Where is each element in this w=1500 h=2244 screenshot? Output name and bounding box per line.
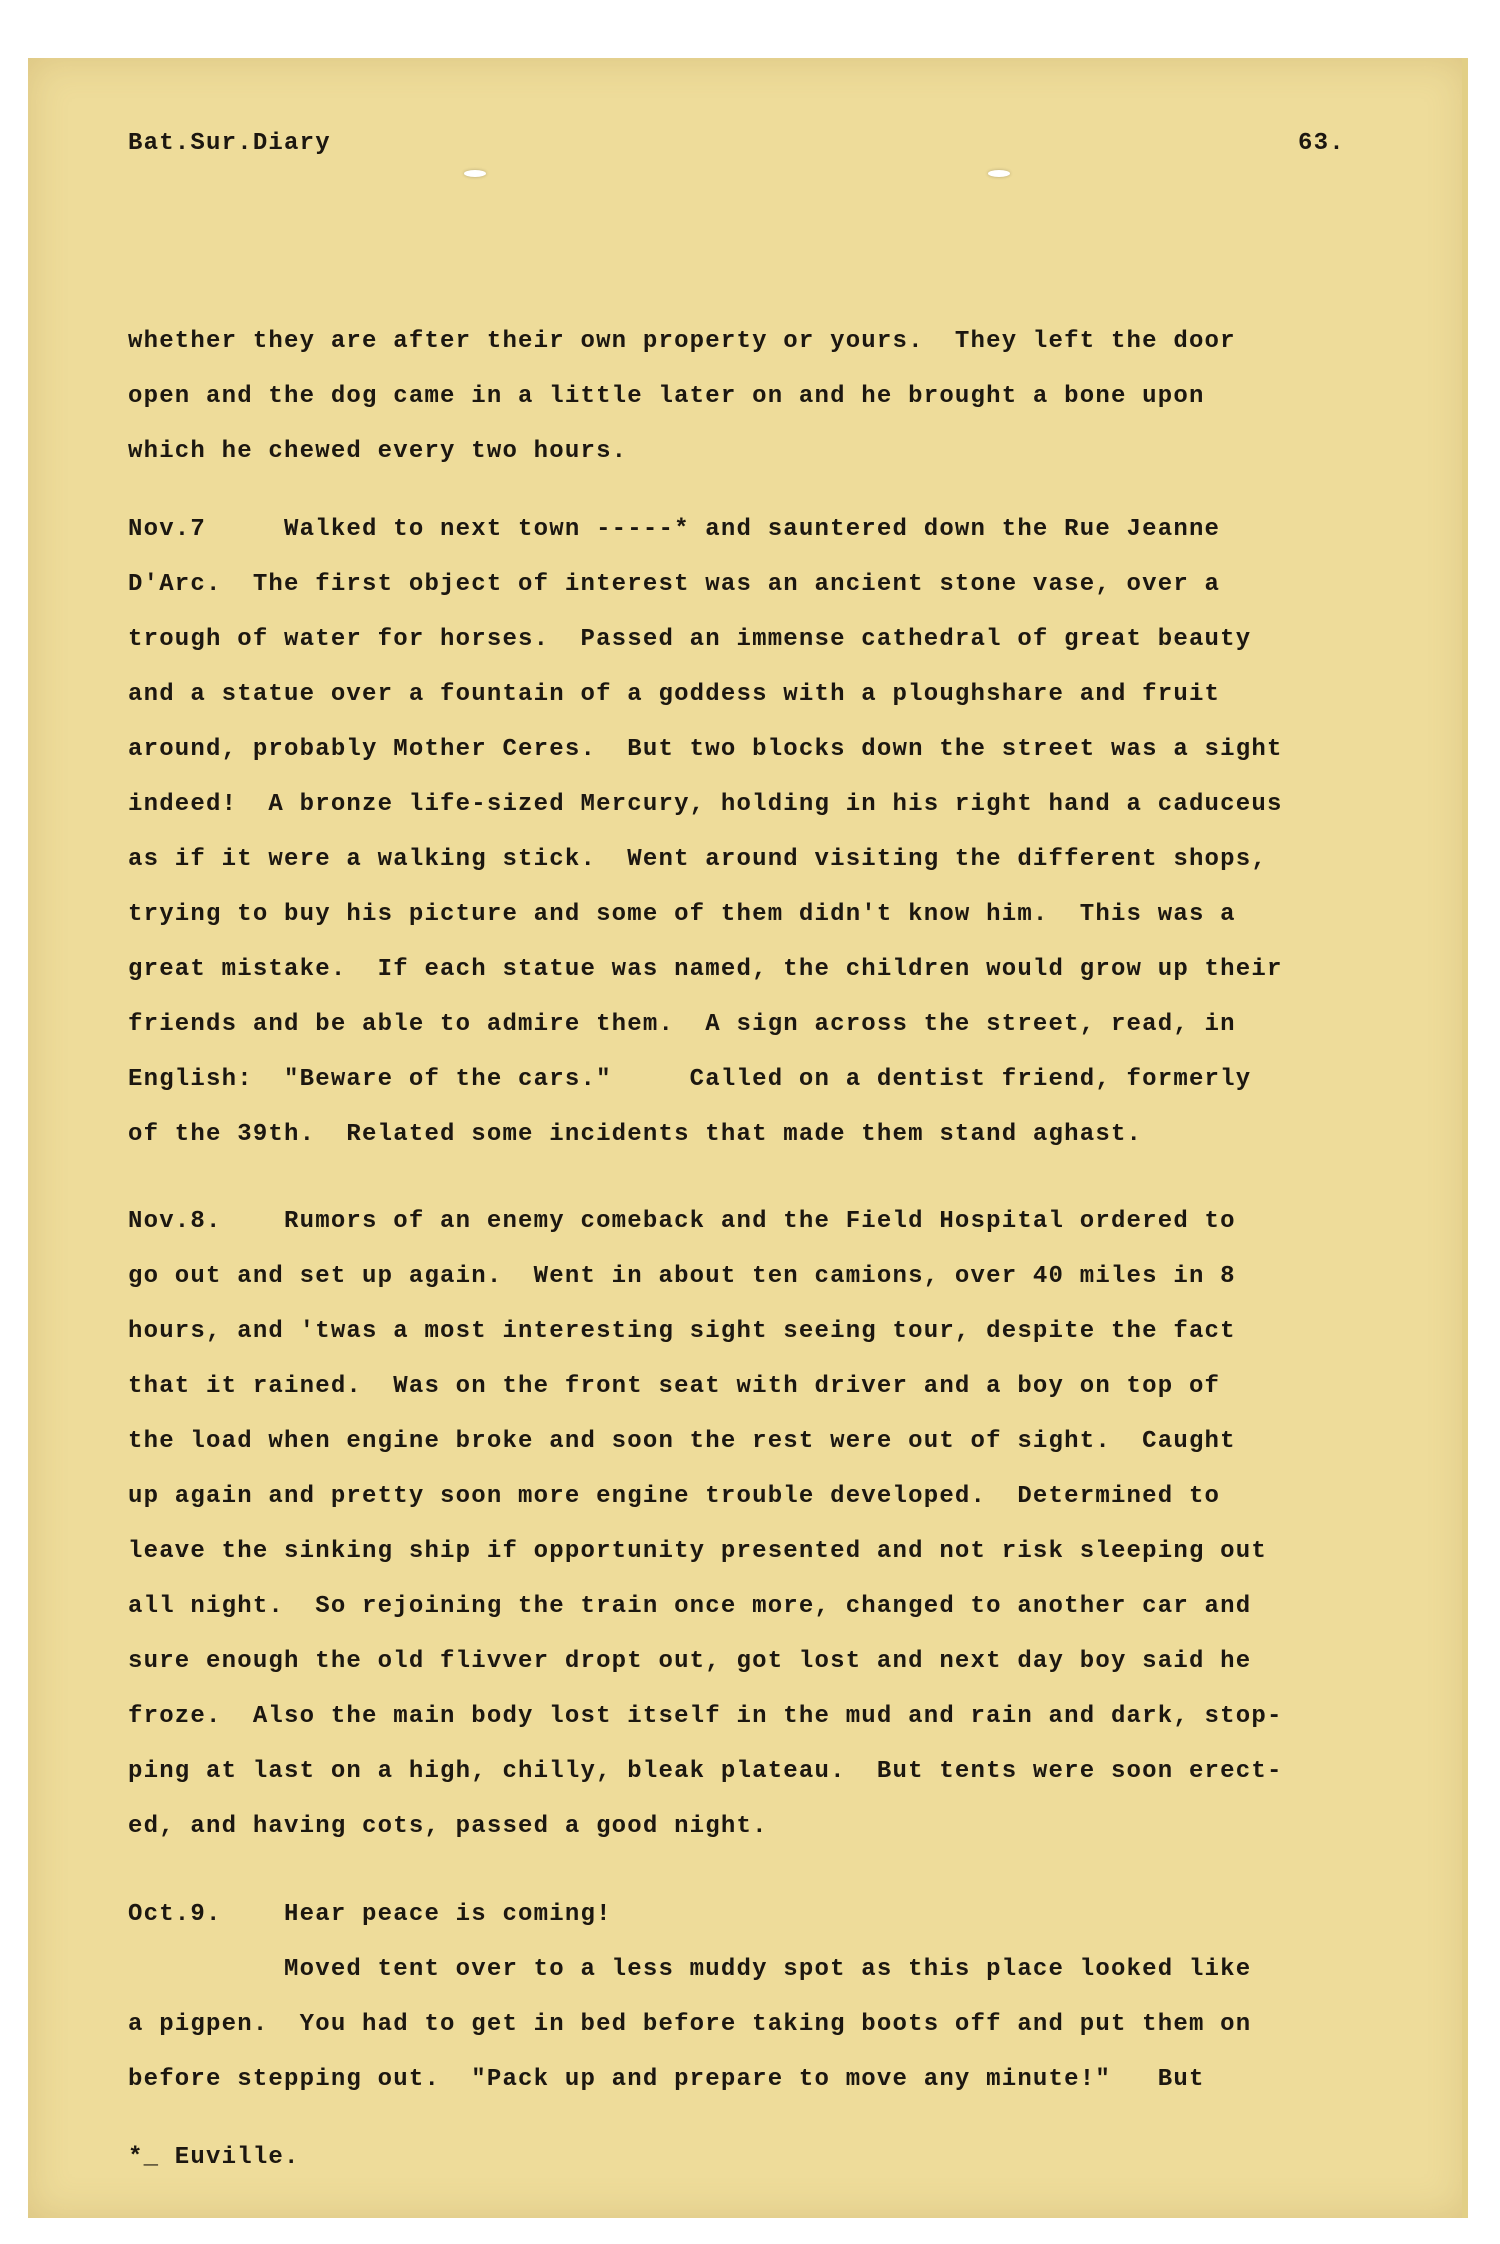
- text-line: indeed! A bronze life-sized Mercury, holding in his right hand a caduceus: [128, 791, 1283, 818]
- text-line: froze. Also the main body lost itself in the mud and rain and dark, stop-: [128, 1703, 1283, 1730]
- text-line: great mistake. If each statue was named, the children would grow up their: [128, 956, 1283, 983]
- text-line: trough of water for horses. Passed an immense cathedral of great beauty: [128, 626, 1252, 653]
- text-line: sure enough the old flivver dropt out, got lost and next day boy said he: [128, 1648, 1252, 1675]
- text-line: trying to buy his picture and some of them didn't know him. This was a: [128, 901, 1236, 928]
- text-line: the load when engine broke and soon the rest were out of sight. Caught: [128, 1428, 1236, 1455]
- footnote: *_ Euville.: [128, 2144, 300, 2171]
- text-line: hours, and 'twas a most interesting sight seeing tour, despite the fact: [128, 1318, 1236, 1345]
- page-header-title: Bat.Sur.Diary: [128, 130, 331, 157]
- text-line: as if it were a walking stick. Went around visiting the different shops,: [128, 846, 1267, 873]
- text-line: before stepping out. "Pack up and prepare to move any minute!" But: [128, 2066, 1205, 2093]
- text-line: around, probably Mother Ceres. But two blocks down the street was a sight: [128, 736, 1283, 763]
- text-line: and a statue over a fountain of a goddess with a ploughshare and fruit: [128, 681, 1221, 708]
- text-line: Moved tent over to a less muddy spot as this place looked like: [128, 1956, 1252, 1983]
- text-line: a pigpen. You had to get in bed before taking boots off and put them on: [128, 2011, 1252, 2038]
- text-line: D'Arc. The first object of interest was an ancient stone vase, over a: [128, 571, 1221, 598]
- diary-entry-nov-8: [128, 1194, 1283, 1854]
- text-line: Nov.7 Walked to next town -----* and sauntered down the Rue Jeanne: [128, 516, 1221, 543]
- text-line: English: "Beware of the cars." Called on a dentist friend, formerly: [128, 1066, 1252, 1093]
- page-number: 63.: [1298, 130, 1345, 157]
- text-line: up again and pretty soon more engine trouble developed. Determined to: [128, 1483, 1221, 1510]
- text-line: Oct.9. Hear peace is coming!: [128, 1901, 612, 1928]
- text-line: open and the dog came in a little later on and he brought a bone upon: [128, 383, 1205, 410]
- text-line: friends and be able to admire them. A sign across the street, read, in: [128, 1011, 1236, 1038]
- paragraph-continuation: [128, 314, 1236, 479]
- text-line: leave the sinking ship if opportunity presented and not risk sleeping out: [128, 1538, 1267, 1565]
- text-line: ping at last on a high, chilly, bleak plateau. But tents were soon erect-: [128, 1758, 1283, 1785]
- diary-entry-oct-9: [128, 1887, 1251, 2107]
- text-line: go out and set up again. Went in about ten camions, over 40 miles in 8: [128, 1263, 1236, 1290]
- text-line: Nov.8. Rumors of an enemy comeback and the Field Hospital ordered to: [128, 1208, 1236, 1235]
- text-line: of the 39th. Related some incidents that made them stand aghast.: [128, 1121, 1143, 1148]
- text-line: which he chewed every two hours.: [128, 438, 628, 465]
- text-line: whether they are after their own property or yours. They left the door: [128, 328, 1236, 355]
- text-line: ed, and having cots, passed a good night.: [128, 1813, 768, 1840]
- diary-entry-nov-7: [128, 502, 1283, 1162]
- text-line: that it rained. Was on the front seat with driver and a boy on top of: [128, 1373, 1221, 1400]
- text-line: all night. So rejoining the train once more, changed to another car and: [128, 1593, 1252, 1620]
